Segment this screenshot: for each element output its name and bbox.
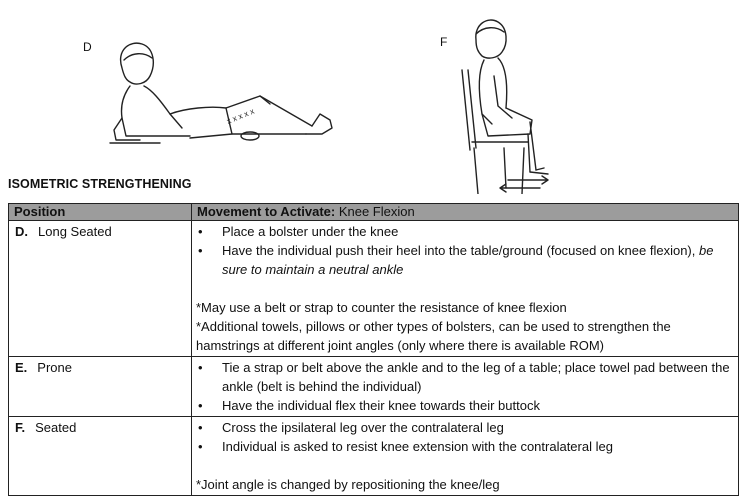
movement-header-rest: Knee Flexion [335,204,415,219]
position-header: Position [9,204,192,221]
row-letter: E. [15,360,28,375]
row-name: Seated [35,420,77,435]
note-text: *Additional towels, pillows or other types of bolsters, can be used to strengthen the hamstrings at different joint angles (only where there is available ROM) [196,319,671,353]
list-item: • Cross the ipsilateral leg over the contralateral leg [198,420,504,435]
table-row [9,221,739,357]
long-seated-illustration [100,38,345,150]
note-text: *Joint angle is changed by repositioning the knee/leg [196,477,500,492]
list-item: • Have the individual push their heel into the table/ground (focused on knee flexion), be sure to maintain a neutral ankle [198,243,714,277]
list-item: • Individual is asked to resist knee extension with the contralateral leg [198,439,613,454]
row-name: Long Seated [38,224,112,239]
movement-cell-e [192,357,739,417]
row-letter: F. [15,420,26,435]
italic-note: be sure to maintain a neutral ankle [222,243,714,277]
note-text: *May use a belt or strap to counter the resistance of knee flexion [196,300,567,315]
row-name: Prone [37,360,72,375]
movement-header [192,204,739,221]
exercise-table [8,203,739,496]
list-item: • Have the individual flex their knee towards their buttock [198,398,540,413]
position-cell-f [9,417,192,496]
knee-marks: x x x x x [225,106,256,126]
movement-cell-d [192,221,739,357]
row-letter: D. [15,224,28,239]
position-cell-e [9,357,192,417]
table-header-row [9,204,739,221]
figure-f-label: F [440,35,448,49]
figure-d-label: D [83,40,92,54]
seated-illustration [448,10,558,194]
movement-header-bold: Movement to Activate: [197,204,336,219]
list-item: • Tie a strap or belt above the ankle and to the leg of a table; place towel pad between the ankle (belt is behind the individual) [198,360,730,394]
section-title: ISOMETRIC STRENGTHENING [8,177,192,191]
table-row [9,417,739,496]
list-item: • Place a bolster under the knee [198,224,399,239]
position-cell-d [9,221,192,357]
movement-cell-f [192,417,739,496]
table-row [9,357,739,417]
